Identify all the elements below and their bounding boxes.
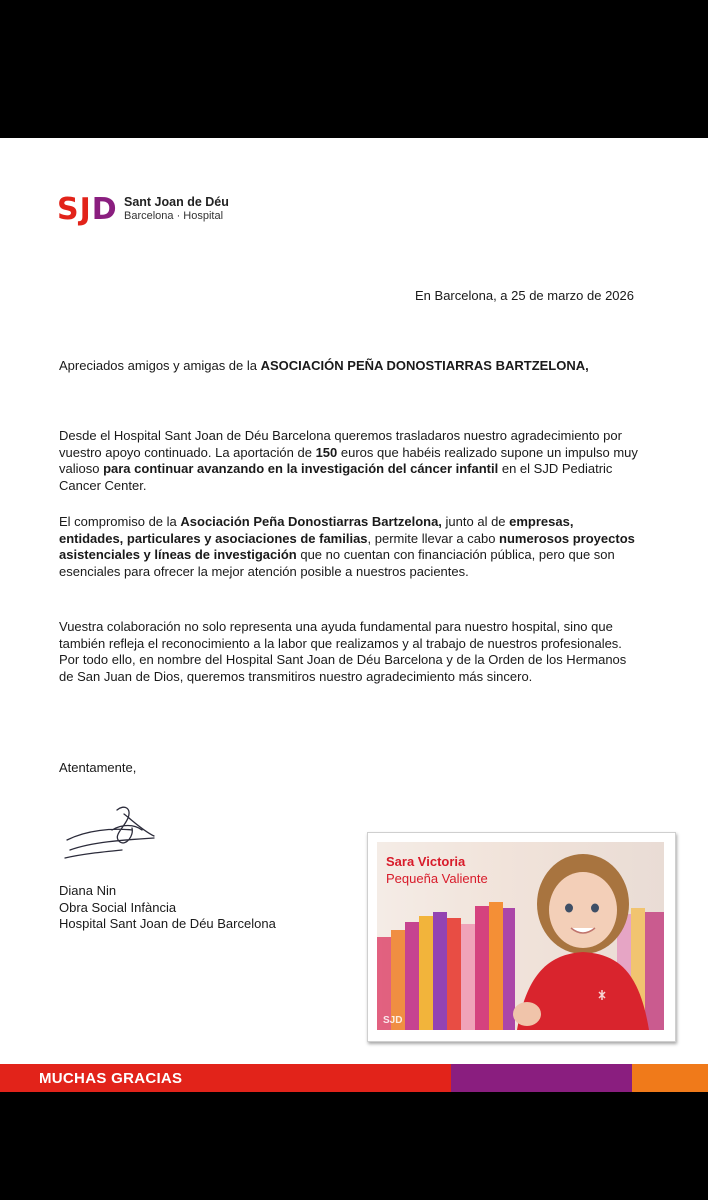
greeting-text: Apreciados amigos y amigas de la: [59, 358, 261, 373]
photo-watermark: SJD: [383, 1015, 403, 1026]
footer-orange-band: [632, 1064, 708, 1092]
p2-text-a: El compromiso de la: [59, 514, 181, 529]
signer-name: Diana Nin: [59, 883, 117, 898]
p2-text-e: , permite llevar a cabo: [367, 530, 500, 546]
p1-text-e: en el SJD Pediatric Cancer Center.: [59, 461, 613, 493]
p1-text-c: euros que habéis realizado supone un impulso muy valioso: [59, 444, 638, 476]
p2-text-c: junto al de: [441, 514, 510, 529]
letter-page: [0, 138, 708, 1092]
signer-organization: Hospital Sant Joan de Déu Barcelona: [59, 916, 276, 931]
letter-date: En Barcelona, a 25 de marzo de 2026: [415, 288, 634, 303]
logo-text: [124, 195, 229, 223]
greeting: [59, 358, 639, 375]
paragraph-3: Vuestra colaboración no solo representa una ayuda fundamental para nuestro hospital, sino que también refleja el reconocimiento a la labor que realizamos y al trabajo de nuestros profesionales. Por todo ello, en nombre del Hospital Sant Joan de Déu Barcelona y de la Orden de los Hermanos de San Juan de Dios, queremos transmitiros nuestro agradecimiento más sincero.: [59, 619, 627, 684]
patient-photo-card: [367, 832, 676, 1042]
signer-block: [59, 883, 276, 933]
closing: Atentamente,: [59, 760, 137, 775]
greeting-org: ASOCIACIÓN PEÑA DONOSTIARRAS BARTZELONA,: [260, 358, 589, 373]
footer-banner: [0, 1064, 708, 1092]
p1-text-a: Desde el Hospital Sant Joan de Déu Barcelona queremos trasladaros nuestro agradecimiento por vuestro apoyo continuado. La aportación de: [59, 428, 622, 460]
footer-purple-band: [451, 1064, 632, 1092]
paragraph-2: [59, 514, 639, 580]
p2-partners: empresas, entidades, particulares y asociaciones de familias: [59, 514, 574, 546]
paragraph-1: [59, 428, 639, 494]
p2-text-g: que no cuentan con financiación pública, pero que son esenciales para ofrecer la mejor atención posible a nuestros pacientes.: [59, 547, 615, 579]
logo-mark: SJD: [57, 192, 118, 227]
logo-name: Sant Joan de Déu: [124, 195, 229, 209]
logo-subtitle: Barcelona · Hospital: [124, 210, 224, 222]
patient-name: Sara Victoria: [386, 854, 466, 869]
p2-projects: numerosos proyectos asistenciales y líneas de investigación: [59, 530, 635, 562]
footer-thanks: MUCHAS GRACIAS: [39, 1070, 183, 1087]
signature-image: [62, 800, 162, 864]
p1-highlight: para continuar avanzando en la investigación del cáncer infantil: [103, 461, 499, 476]
p2-org: Asociación Peña Donostiarras Bartzelona,: [180, 514, 442, 529]
patient-photo: [377, 842, 664, 1030]
p1-amount: 150: [315, 444, 338, 460]
patient-title: Pequeña Valiente: [386, 871, 488, 886]
signer-department: Obra Social Infància: [59, 899, 177, 915]
